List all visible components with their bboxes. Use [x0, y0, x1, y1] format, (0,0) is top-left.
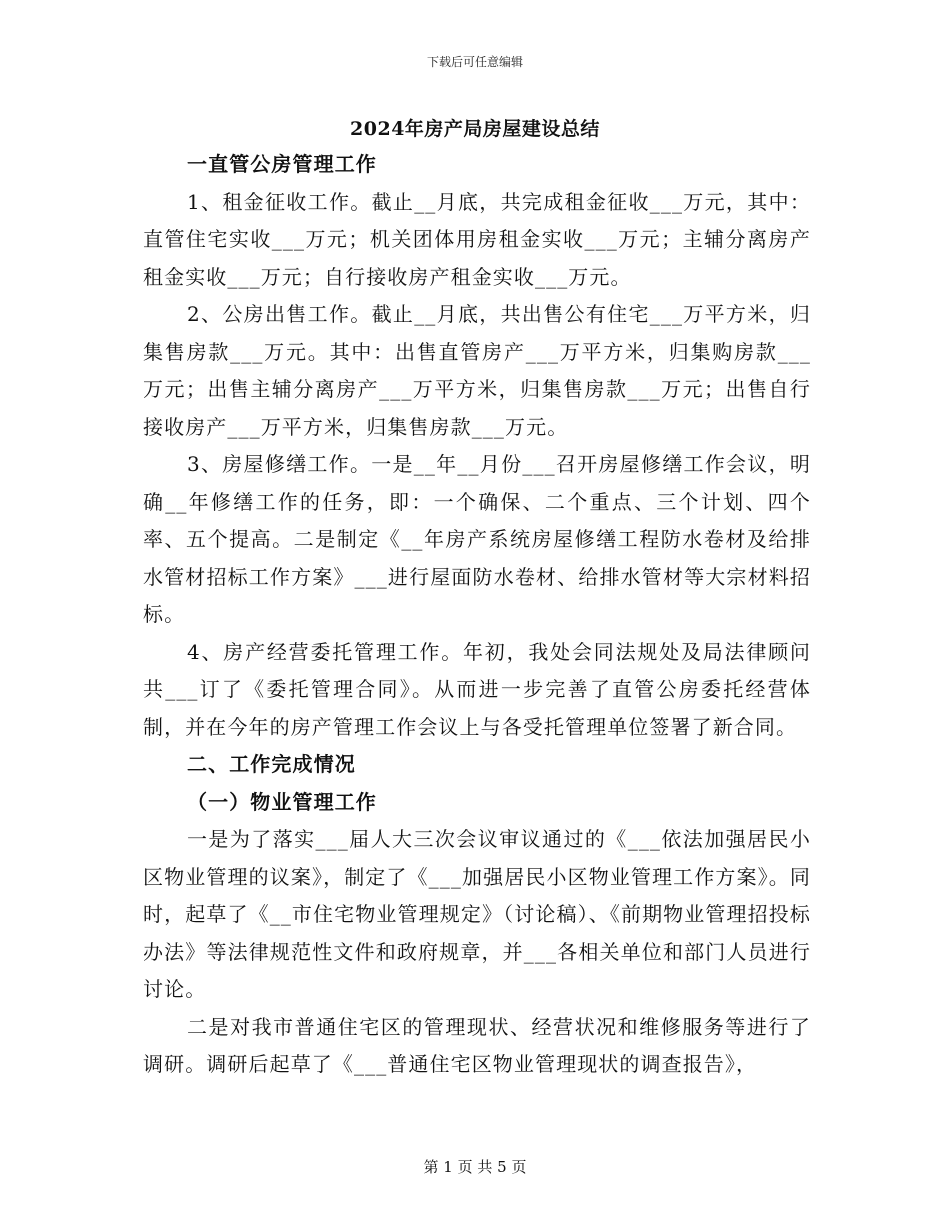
document-body — [143, 146, 811, 1084]
subsection-heading-property-management: （一）物业管理工作 — [187, 789, 377, 814]
header-note: 下载后可任意编辑 — [426, 55, 523, 69]
document-title: 2024年房产局房屋建设总结 — [350, 118, 600, 140]
page-footer: 第 1 页 共 5 页 — [423, 1158, 527, 1176]
paragraph-property-regulation: 一是为了落实___届人大三次会议审议通过的《___依法加强居民小区物业管理的议案》，制定了《___加强居民小区物业管理工作方案》。同时，起草了《__市住宅物业管理规定》（讨论稿）、《前期物业管理招投标办法》等法律规范性文件和政府规章，并___各相关单位和部门人员进行讨论。 — [143, 827, 811, 1001]
paragraph-housing-repair: 3、房屋修缮工作。一是__年__月份___召开房屋修缮工作会议，明确__年修缮工作的任务，即：一个确保、二个重点、三个计划、四个率、五个提高。二是制定《__年房产系统房屋修缮工程防水卷材及给排水管材招标工作方案》___进行屋面防水卷材、给排水管材等大宗材料招标。 — [143, 452, 811, 626]
paragraph-rent-collection: 1、租金征收工作。截止__月底，共完成租金征收___万元，其中：直管住宅实收___万元；机关团体用房租金实收___万元；主辅分离房产租金实收___万元；自行接收房产租金实收___万元。 — [143, 189, 811, 289]
paragraph-entrusted-management: 4、房产经营委托管理工作。年初，我处会同法规处及局法律顾问共___订了《委托管理合同》。从而进一步完善了直管公房委托经营体制，并在今年的房产管理工作会议上与各受托管理单位签署了新合同。 — [143, 639, 811, 739]
paragraph-housing-sale: 2、公房出售工作。截止__月底，共出售公有住宅___万平方米，归集售房款___万元。其中：出售直管房产___万平方米，归集购房款___万元；出售主辅分离房产___万平方米，归集售房款___万元；出售自行接收房产___万平方米，归集售房款___万元。 — [143, 302, 811, 439]
paragraph-survey: 二是对我市普通住宅区的管理现状、经营状况和维修服务等进行了调研。调研后起草了《___普通住宅区物业管理现状的调查报告》， — [143, 1014, 811, 1076]
section-heading-2: 二、工作完成情况 — [187, 752, 356, 776]
section-heading-1: 一直管公房管理工作 — [187, 152, 377, 176]
